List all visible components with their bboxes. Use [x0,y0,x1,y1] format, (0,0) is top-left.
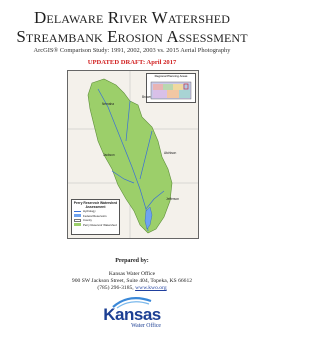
inset-map-title: Regional Planning Areas [154,74,188,78]
legend-label: Federal Reservoirs [83,213,107,218]
logo-wordmark: Kansas [103,305,161,324]
logo-subtext: Water Office [131,323,161,329]
preparer-phone: (785) 296-3185, [97,285,136,291]
legend-label: Perry Reservoir Watershed [83,222,117,227]
prepared-by-heading: Prepared by: [115,258,149,264]
inset-map [146,73,196,103]
legend-title: Perry Reservoir Watershed Assessment [73,201,118,209]
watershed-map [67,70,199,239]
preparer-contact [0,285,264,291]
kansas-inset-graphic [147,74,195,102]
county-swatch-icon [74,219,81,222]
county-label-atchison: Atchison [164,151,177,155]
report-subtitle: ArcGIS® Comparison Study: 1991, 2002, 2003 vs. 2015 Aerial Photography [33,47,231,54]
reservoir-swatch-icon [74,214,81,217]
map-legend [71,199,120,235]
county-label-brown: Brown [142,95,152,99]
preparer-address: 900 SW Jackson Street, Suite 404, Topeka, KS 66612 [71,278,193,284]
watershed-swatch-icon [74,223,81,226]
website-link[interactable]: www.kwo.org [135,285,167,291]
legend-item [74,223,119,228]
county-label-nemaha: Nemaha [102,102,115,106]
preparer-org: Kansas Water Office [108,271,156,277]
county-label-jackson: Jackson [103,153,115,157]
kansas-water-office-logo [103,295,161,339]
hydrology-swatch-icon [74,211,81,212]
report-title-line1: Delaware River Watershed [34,8,230,27]
county-label-jefferson: Jefferson [166,197,180,201]
legend-label: County [83,218,92,223]
draft-label: UPDATED DRAFT: April 2017 [87,59,177,66]
legend-label: Hydrology [83,209,96,214]
report-title-line2: Streambank Erosion Assessment [16,27,248,46]
